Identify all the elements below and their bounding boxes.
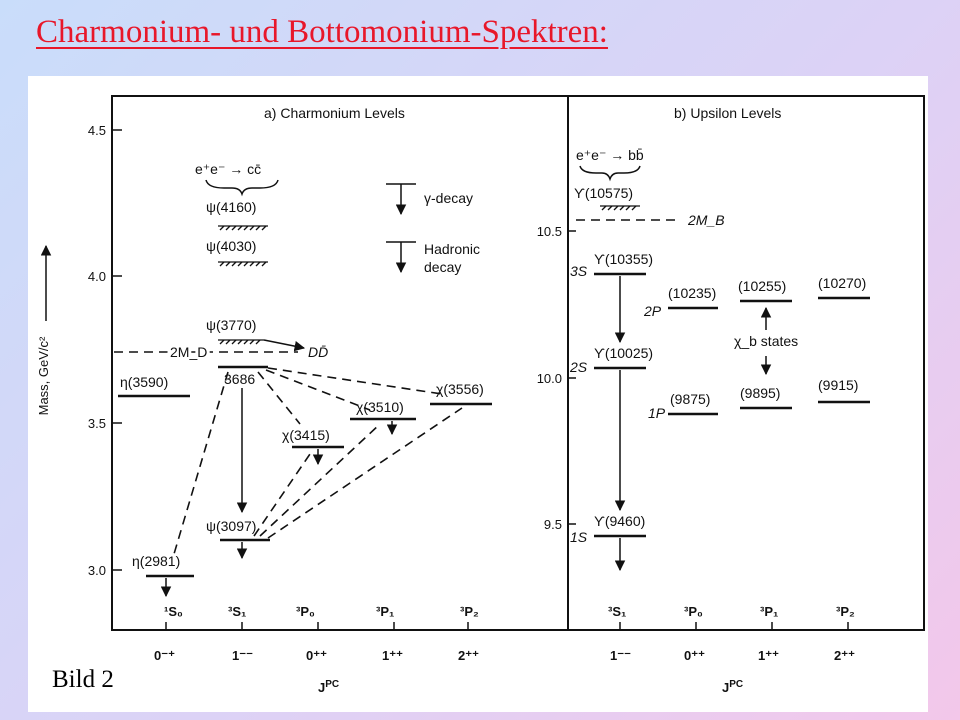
charmonium-brace [206, 180, 278, 194]
psi-4030-hatch [218, 262, 268, 266]
chi-b-label: χ_b states [734, 333, 799, 349]
2mb-label: 2M_B [688, 212, 725, 228]
col-3s1: ³S₁ [228, 604, 247, 619]
charmonium-columns [154, 604, 479, 663]
slide-title: Charmonium- und Bottomonium-Spektren: [36, 14, 608, 50]
psi-4030-label: ψ(4030) [206, 238, 257, 254]
col-3p2: ³P₂ [460, 604, 479, 619]
spectrum-figure [28, 76, 928, 712]
upsilon-10025-label: ϒ(10025) [594, 345, 654, 361]
image-label: Bild 2 [52, 666, 114, 693]
col-1s0: ¹S₀ [164, 604, 183, 619]
upsilon-9460-label: ϒ(9460) [594, 513, 646, 529]
psi-3770-label: ψ(3770) [206, 317, 257, 333]
jpc-2pp: 2⁺⁺ [458, 648, 479, 663]
psi-4160-hatch [218, 226, 268, 230]
legend-hadronic [386, 241, 480, 275]
ups-jpc-1mm: 1⁻⁻ [610, 648, 631, 663]
upsilon-panel-title: b) Upsilon Levels [674, 105, 782, 121]
ups-jpc-1pp: 1⁺⁺ [758, 648, 779, 663]
upsilon-brace [580, 166, 640, 179]
y-axis-label: Mass, GeV/c² [36, 336, 51, 416]
psi-4160-label: ψ(4160) [206, 199, 257, 215]
jpc-1mm: 1⁻⁻ [232, 648, 253, 663]
upsilon-1p-prefix: 1P [648, 405, 666, 421]
upsilon-tick-9.5: 9.5 [543, 517, 562, 532]
legend-decay-label: decay [424, 259, 462, 275]
chi-3415-label: χ(3415) [282, 427, 330, 443]
psi-3097-label: ψ(3097) [206, 518, 257, 534]
col-3p1: ³P₁ [376, 604, 395, 619]
ups-col-3p1: ³P₁ [760, 604, 779, 619]
y-tick-3.0: 3.0 [87, 563, 106, 578]
charmonium-production: e⁺e⁻ → cc̄ [195, 161, 262, 177]
legend-gamma-label: γ-decay [424, 190, 474, 206]
upsilon-3s-prefix: 3S [570, 263, 588, 279]
upsilon-9875-label: (9875) [670, 391, 711, 407]
upsilon-tick-10.0: 10.0 [536, 371, 562, 386]
y-tick-4.5: 4.5 [87, 123, 106, 138]
upsilon-9915-label: (9915) [818, 377, 859, 393]
legend-gamma [386, 184, 473, 214]
ups-jpc-2pp: 2⁺⁺ [834, 648, 855, 663]
legend-hadronic-label: Hadronic [424, 241, 481, 257]
dd-decay-arrow [264, 340, 304, 348]
col-3p0: ³P₀ [296, 604, 315, 619]
chi-3510-label: χ(3510) [356, 399, 404, 415]
upsilon-production: e⁺e⁻ → bb̄ [576, 147, 644, 163]
dd-label: DD̄ [308, 344, 329, 360]
upsilon-2s-prefix: 2S [570, 359, 588, 375]
eta-3590-label: η(3590) [120, 374, 169, 390]
upsilon-9895-label: (9895) [740, 385, 781, 401]
jpc-axis-label-upsilon: $J^{PC}$ [722, 679, 744, 695]
ups-jpc-0pp: 0⁺⁺ [684, 648, 705, 663]
jpc-0pp: 0⁺⁺ [306, 648, 327, 663]
upsilon-10575-label: ϒ(10575) [574, 185, 634, 201]
upsilon-1s-prefix: 1S [570, 529, 588, 545]
charmonium-panel-title: a) Charmonium Levels [264, 105, 405, 121]
ups-col-3p2: ³P₂ [836, 604, 855, 619]
jpc-axis-label-charmonium: $J^{PC}$ [318, 679, 340, 695]
psi-3686-label: 3686 [224, 371, 256, 387]
jpc-1pp: 1⁺⁺ [382, 648, 403, 663]
spectrum-diagram [28, 76, 928, 712]
upsilon-10575-hatch [600, 206, 640, 210]
ups-col-3s1: ³S₁ [608, 604, 627, 619]
y-tick-3.5: 3.5 [87, 416, 106, 431]
upsilon-10270-label: (10270) [818, 275, 867, 291]
chi-3556-label: χ(3556) [436, 381, 484, 397]
jpc-0mp: 0⁻⁺ [154, 648, 175, 663]
upsilon-tick-10.5: 10.5 [536, 224, 562, 239]
upsilon-10355-label: ϒ(10355) [594, 251, 654, 267]
psi-3770-hatch [218, 340, 264, 344]
y-axis-charmonium [36, 123, 122, 578]
upsilon-2p-prefix: 2P [644, 303, 662, 319]
upsilon-columns [608, 604, 855, 663]
ups-col-3p0: ³P₀ [684, 604, 703, 619]
2md-label: 2M_D [170, 344, 208, 360]
eta-2981-label: η(2981) [132, 553, 181, 569]
y-tick-4.0: 4.0 [87, 269, 106, 284]
upsilon-10235-label: (10235) [668, 285, 717, 301]
upsilon-10255-label: (10255) [738, 278, 787, 294]
